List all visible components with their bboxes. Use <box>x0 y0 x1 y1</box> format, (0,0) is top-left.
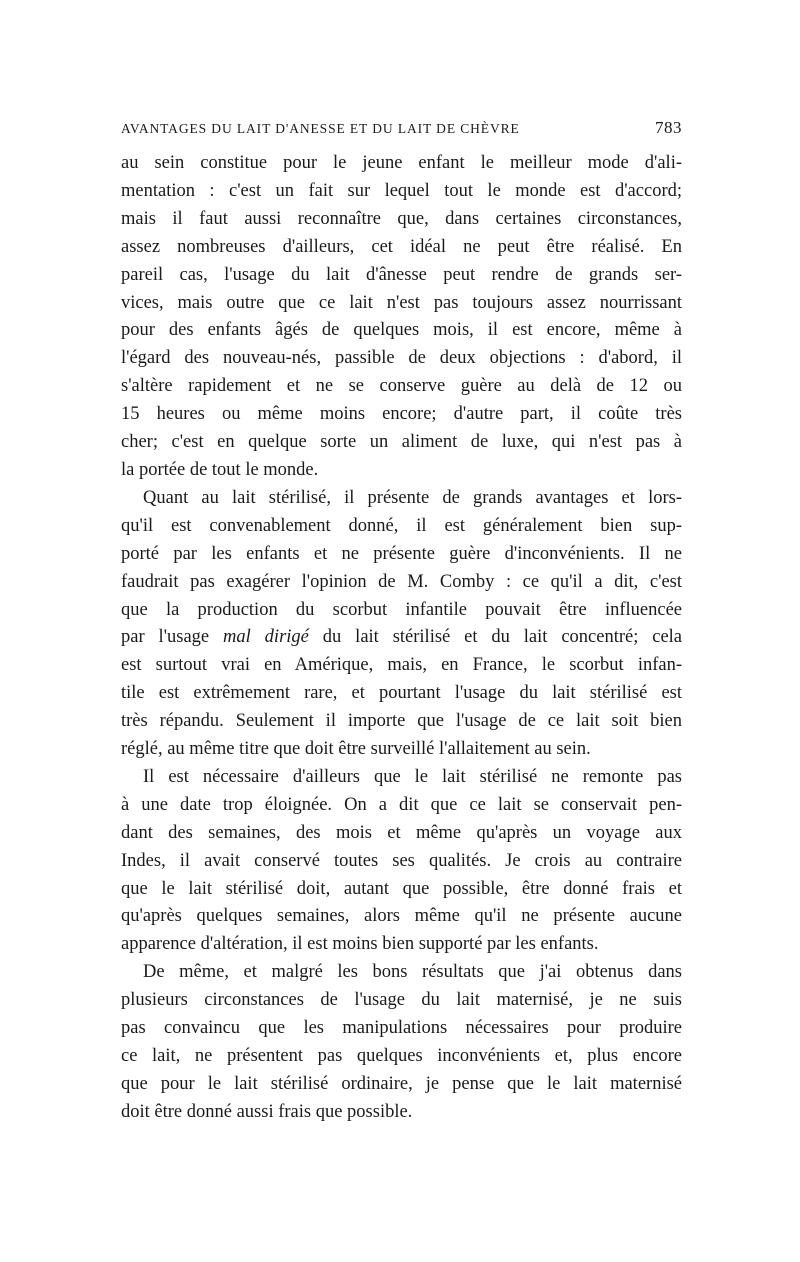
text-segment: du lait stérilisé et du lait concentré; cela <box>322 627 683 648</box>
text-line: que le lait stérilisé doit, autant que possible, être donné frais et <box>121 878 682 899</box>
text-line: la portée de tout le monde. <box>121 459 319 480</box>
text-line: mais il faut aussi reconnaître que, dans certaines circonstances, <box>121 208 682 229</box>
paragraph-4 <box>121 959 682 1126</box>
text-line-with-italic <box>121 624 682 652</box>
text-line: que pour le lait stérilisé ordinaire, je pense que le lait maternisé <box>121 1073 682 1094</box>
text-line: à une date trop éloignée. On a dit que ce lait se conservait pen- <box>121 794 682 815</box>
page-number: 783 <box>655 118 682 137</box>
book-page <box>121 118 682 1127</box>
paragraph-3 <box>121 764 682 959</box>
text-line: pareil cas, l'usage du lait d'ânesse peut rendre de grands ser- <box>121 264 682 285</box>
text-line: qu'après quelques semaines, alors même qu'il ne présente aucune <box>121 906 682 927</box>
text-line: est surtout vrai en Amérique, mais, en France, le scorbut infan- <box>121 655 682 676</box>
text-line: 15 heures ou même moins encore; d'autre part, il coûte très <box>121 404 682 425</box>
text-line: pour des enfants âgés de quelques mois, il est encore, même à <box>121 320 682 341</box>
text-segment: par l'usage <box>121 627 210 648</box>
text-line: Quant au lait stérilisé, il présente de grands avantages et lors- <box>143 487 682 508</box>
paragraph-2 <box>121 485 682 764</box>
text-line: tile est extrêmement rare, et pourtant l'usage du lait stérilisé est <box>121 683 682 704</box>
text-line: assez nombreuses d'ailleurs, cet idéal ne peut être réalisé. En <box>121 236 682 257</box>
text-line: s'altère rapidement et ne se conserve guère au delà de 12 ou <box>121 376 682 397</box>
text-line: que la production du scorbut infantile pouvait être influencée <box>121 599 682 620</box>
text-line: ce lait, ne présentent pas quelques inconvénients et, plus encore <box>121 1046 682 1066</box>
text-line: De même, et malgré les bons résultats que j'ai obtenus dans <box>143 962 682 983</box>
text-line: l'égard des nouveau-nés, passible de deux objections : d'abord, il <box>121 348 682 369</box>
italic-phrase: mal dirigé <box>223 627 309 648</box>
text-line: au sein constitue pour le jeune enfant le meilleur mode d'ali- <box>121 153 682 173</box>
text-line: très répandu. Seulement il importe que l'usage de ce lait soit bien <box>121 711 682 732</box>
text-line: doit être donné aussi frais que possible. <box>121 1101 413 1122</box>
text-line: apparence d'altération, il est moins bien supporté par les enfants. <box>121 934 599 955</box>
text-line: mentation : c'est un fait sur lequel tout le monde est d'accord; <box>121 180 682 201</box>
text-line: Il est nécessaire d'ailleurs que le lait stérilisé ne remonte pas <box>143 766 682 787</box>
text-line: cher; c'est en quelque sorte un aliment de luxe, qui n'est pas à <box>121 432 682 453</box>
text-line: qu'il est convenablement donné, il est généralement bien sup- <box>121 515 682 536</box>
paragraph-1 <box>121 150 682 485</box>
text-line: réglé, au même titre que doit être surveillé l'allaitement au sein. <box>121 739 591 760</box>
text-line: porté par les enfants et ne présente guère d'inconvénients. Il ne <box>121 543 682 564</box>
text-line: plusieurs circonstances de l'usage du lait maternisé, je ne suis <box>121 990 682 1011</box>
running-title: AVANTAGES DU LAIT D'ANESSE ET DU LAIT DE CHÈVRE <box>121 121 520 136</box>
body-text <box>121 150 682 1127</box>
text-line: faudrait pas exagérer l'opinion de M. Comby : ce qu'il a dit, c'est <box>121 571 682 592</box>
text-line: Indes, il avait conservé toutes ses qualités. Je crois au contraire <box>121 850 682 871</box>
text-line: pas convaincu que les manipulations nécessaires pour produire <box>121 1018 682 1039</box>
text-line: dant des semaines, des mois et même qu'après un voyage aux <box>121 822 682 843</box>
running-head <box>121 118 682 138</box>
text-line: vices, mais outre que ce lait n'est pas toujours assez nourrissant <box>121 292 682 313</box>
